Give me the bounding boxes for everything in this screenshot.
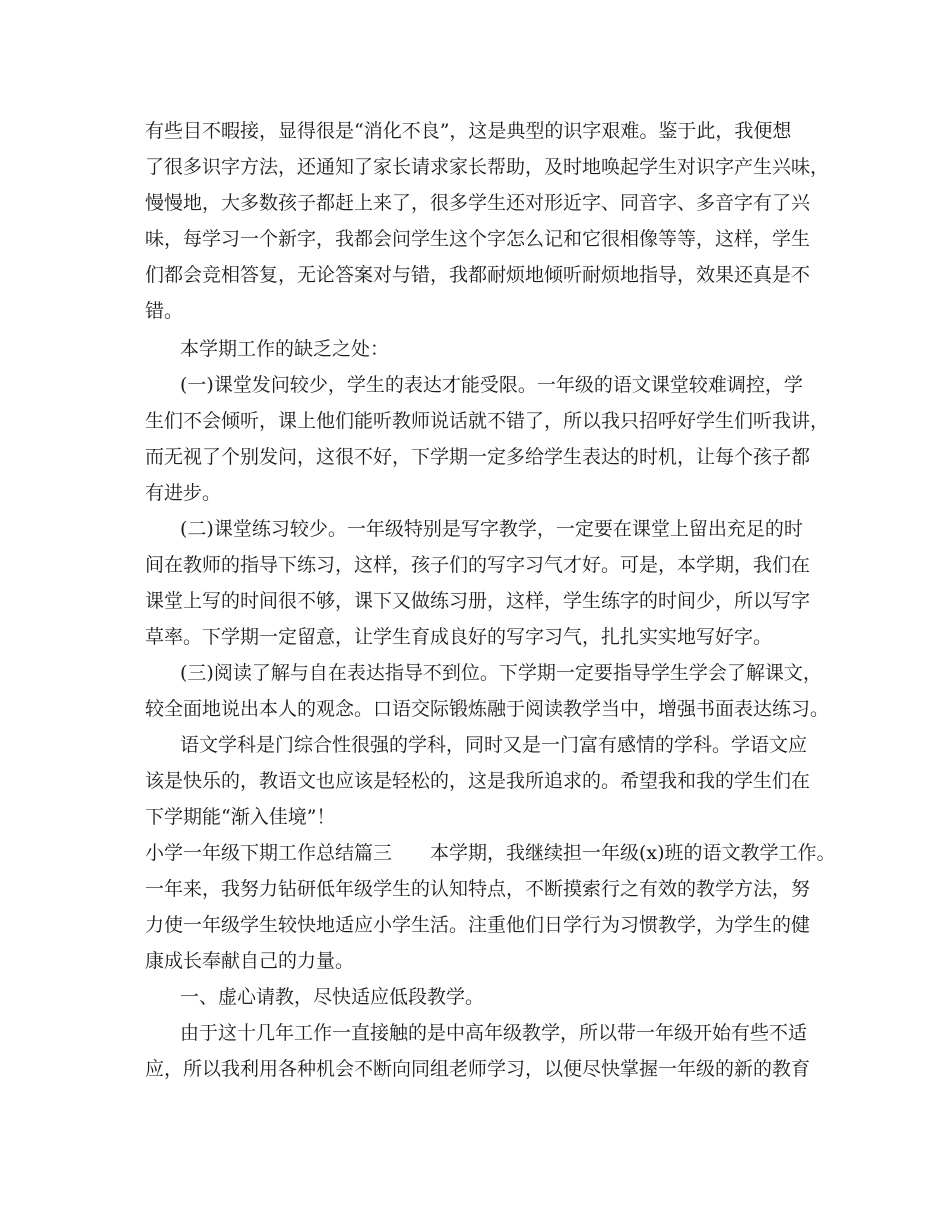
paragraph-line: (二)课堂练习较少。一年级特别是写字教学，一定要在课堂上留出充足的时	[180, 518, 803, 540]
paragraph-line: 了很多识字方法，还通知了家长请求家长帮助，及时地唤起学生对识字产生兴味，	[145, 156, 830, 178]
paragraph-line: 味，每学习一个新字，我都会问学生这个字怎么记和它很相像等等，这样，学生	[145, 228, 811, 250]
paragraph-line: 该是快乐的，教语文也应该是轻松的，这是我所追求的。希望我和我的学生们在	[145, 770, 811, 792]
paragraph-line: 们都会竞相答复，无论答案对与错，我都耐烦地倾听耐烦地指导，效果还真是不	[145, 264, 811, 286]
paragraph-line: 有些目不暇接，显得很是“消化不良”，这是典型的识字艰难。鉴于此，我便想	[145, 120, 792, 142]
paragraph-line: 较全面地说出本人的观念。口语交际锻炼融于阅读教学当中，增强书面表达练习。	[145, 698, 830, 720]
paragraph-line: 慢慢地，大多数孩子都赶上来了，很多学生还对形近字、同音字、多音字有了兴	[145, 192, 811, 214]
paragraph-line: (一)课堂发问较少，学生的表达才能受限。一年级的语文课堂较难调控，学	[180, 374, 803, 396]
section-title-line: 小学一年级下期工作总结篇三 本学期，我继续担一年级(x)班的语文教学工作。	[145, 842, 836, 864]
paragraph-line: 草率。下学期一定留意，让学生育成良好的写字习气，扎扎实实地写好字。	[145, 626, 773, 648]
paragraph-line: 生们不会倾听，课上他们能听教师说话就不错了，所以我只招呼好学生们听我讲，	[145, 410, 830, 432]
paragraph-line: 一年来，我努力钻研低年级学生的认知特点，不断摸索行之有效的教学方法，努	[145, 878, 811, 900]
paragraph-line: 力使一年级学生较快地适应小学生活。注重他们日学行为习惯教学，为学生的健	[145, 914, 811, 936]
paragraph-line: 下学期能“渐入佳境”！	[145, 806, 336, 828]
paragraph-line: 课堂上写的时间很不够，课下又做练习册，这样，学生练字的时间少，所以写字	[145, 590, 811, 612]
section-heading: 一、虚心请教，尽快适应低段教学。	[180, 986, 485, 1008]
paragraph-line: (三)阅读了解与自在表达指导不到位。下学期一定要指导学生学会了解课文，	[180, 662, 822, 684]
paragraph-line: 语文学科是门综合性很强的学科，同时又是一门富有感情的学科。学语文应	[180, 734, 808, 756]
paragraph-line: 而无视了个别发问，这很不好，下学期一定多给学生表达的时机，让每个孩子都	[145, 446, 811, 468]
paragraph-line: 错。	[145, 300, 184, 322]
paragraph-line: 间在教师的指导下练习，这样，孩子们的写字习气才好。可是，本学期，我们在	[145, 554, 811, 576]
section-heading: 本学期工作的缺乏之处：	[180, 338, 390, 360]
paragraph-line: 由于这十几年工作一直接触的是中高年级教学，所以带一年级开始有些不适	[180, 1022, 808, 1044]
paragraph-line: 有进步。	[145, 482, 222, 504]
paragraph-line: 康成长奉献自己的力量。	[145, 950, 355, 972]
paragraph-line: 应，所以我利用各种机会不断向同组老师学习，以便尽快掌握一年级的新的教育	[145, 1058, 811, 1080]
